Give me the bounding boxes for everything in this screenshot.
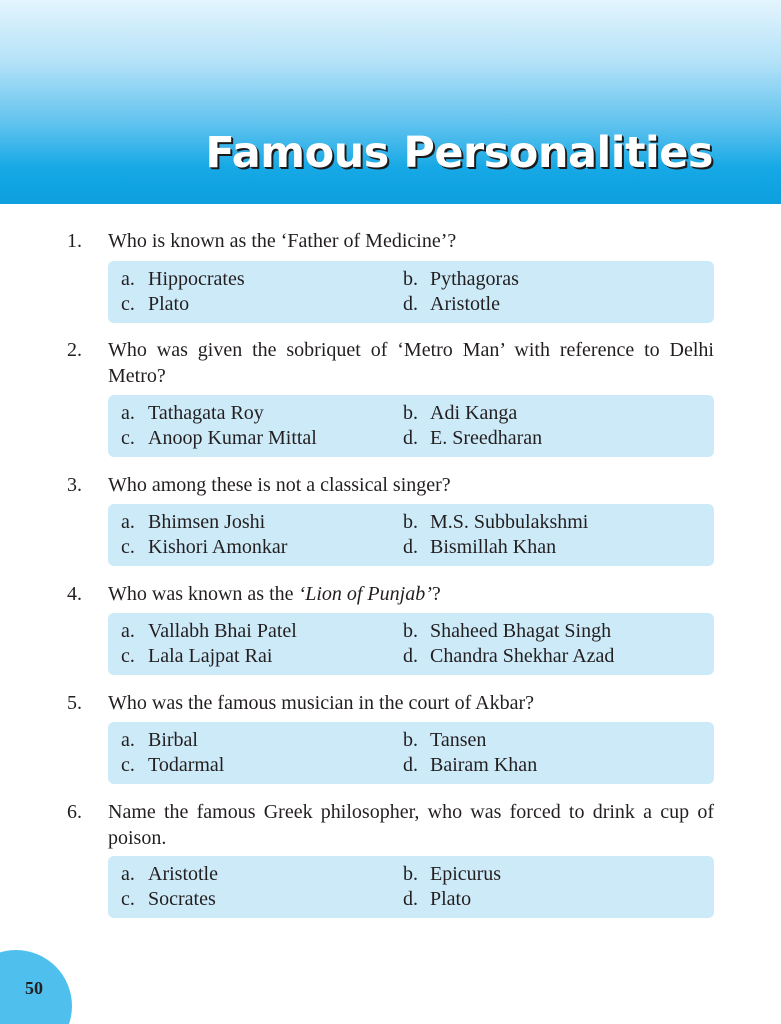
option-c: c. Anoop Kumar Mittal [121, 427, 317, 449]
option-b: b. Shaheed Bhagat Singh [403, 620, 612, 642]
question-number: 3. [67, 474, 82, 496]
question-number: 5. [67, 692, 82, 714]
option-d: d. Bismillah Khan [403, 536, 557, 558]
question-number: 2. [67, 339, 82, 361]
option-c: c. Kishori Amonkar [121, 536, 288, 558]
page-title: Famous Personalities [205, 128, 713, 178]
options-box [108, 395, 714, 457]
question-number: 6. [67, 801, 82, 823]
option-a: a. Vallabh Bhai Patel [121, 620, 297, 642]
option-a: a. Birbal [121, 729, 198, 751]
option-b: b. M.S. Subbulakshmi [403, 511, 589, 533]
option-d: d. Plato [403, 888, 472, 910]
option-d: d. Chandra Shekhar Azad [403, 645, 615, 667]
page-number: 50 [25, 978, 43, 998]
options-box [108, 722, 714, 784]
emphasis-text: ‘Lion of Punjab’ [298, 583, 432, 605]
question-number: 1. [67, 230, 82, 252]
option-c: c. Todarmal [121, 754, 225, 776]
option-b: b. Adi Kanga [403, 402, 518, 424]
option-a: a. Tathagata Roy [121, 402, 264, 424]
header-banner [0, 0, 781, 204]
option-a: a. Hippocrates [121, 268, 245, 290]
option-d: d. E. Sreedharan [403, 427, 543, 449]
option-c: c. Socrates [121, 888, 216, 910]
question-text: Name the famous Greek philosopher, who was forced to drink a cup of poison. [108, 801, 714, 849]
option-b: b. Pythagoras [403, 268, 519, 290]
question-text: Who is known as the ‘Father of Medicine’? [108, 230, 457, 252]
option-c: c. Plato [121, 293, 190, 315]
question-number: 4. [67, 583, 82, 605]
options-box [108, 504, 714, 566]
option-d: d. Aristotle [403, 293, 500, 315]
option-a: a. Aristotle [121, 863, 218, 885]
question-text: Who among these is not a classical singer? [108, 474, 451, 496]
options-box [108, 613, 714, 675]
question-text: Who was the famous musician in the court of Akbar? [108, 692, 534, 714]
option-b: b. Epicurus [403, 863, 502, 885]
options-box [108, 261, 714, 323]
option-a: a. Bhimsen Joshi [121, 511, 266, 533]
option-c: c. Lala Lajpat Rai [121, 645, 273, 667]
option-d: d. Bairam Khan [403, 754, 538, 776]
question-text: Who was known as the ‘Lion of Punjab’? [108, 583, 441, 605]
options-box [108, 856, 714, 918]
option-b: b. Tansen [403, 729, 487, 751]
question-text: Who was given the sobriquet of ‘Metro Man’ with reference to Delhi Metro? [108, 339, 714, 387]
